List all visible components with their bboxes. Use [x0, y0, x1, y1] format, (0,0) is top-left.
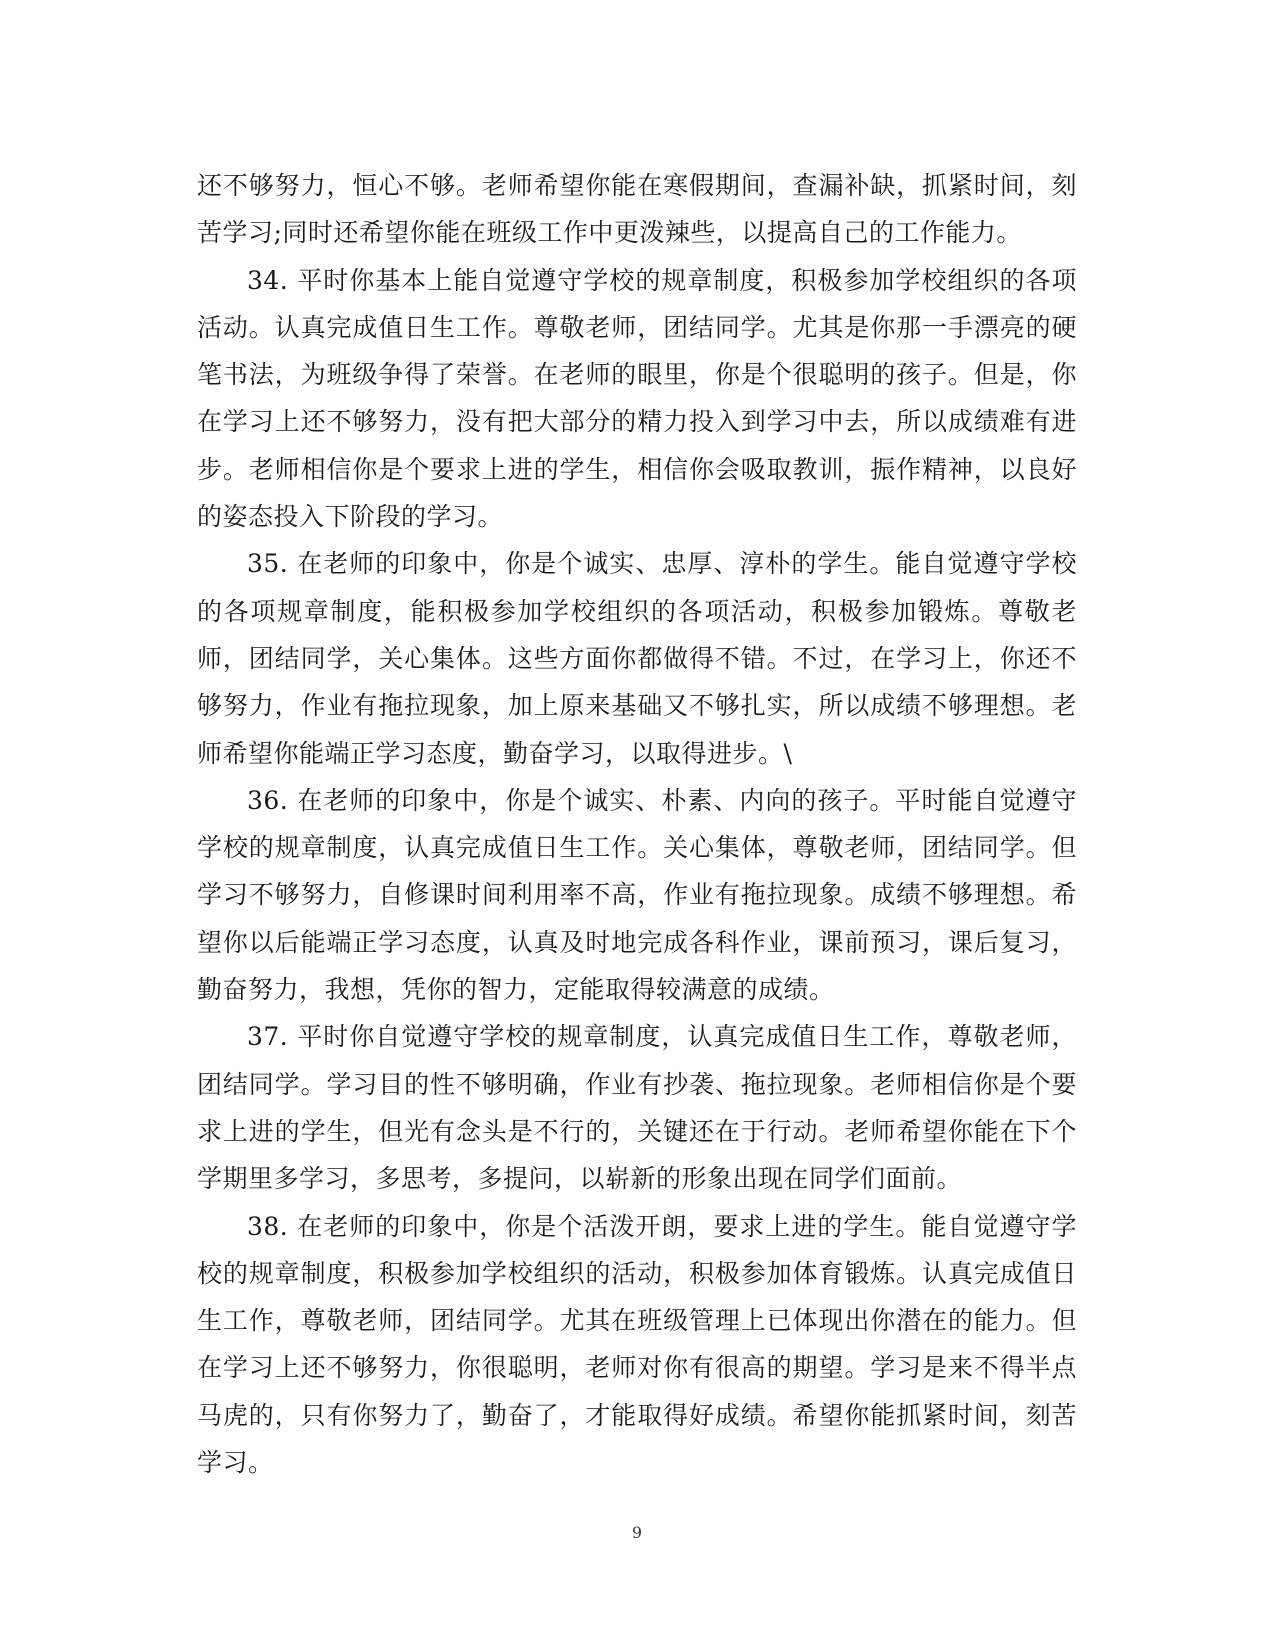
page-number: 9: [631, 1523, 643, 1542]
paragraph-item-37: 37. 平时你自觉遵守学校的规章制度，认真完成值日生工作，尊敬老师，团结同学。学习目的性不够明确，作业有抄袭、拖拉现象。老师相信你是个要求上进的学生，但光有念头是不行的，关键还在于行动。老师希望你能在下个学期里多学习，多思考，多提问，以崭新的形象出现在同学们面前。: [197, 1022, 1077, 1194]
document-body: [197, 162, 1077, 1486]
paragraph-item-36: 36. 在老师的印象中，你是个诚实、朴素、内向的孩子。平时能自觉遵守学校的规章制度，认真完成值日生工作。关心集体，尊敬老师，团结同学。但学习不够努力，自修课时间利用率不高，作业有拖拉现象。成绩不够理想。希望你以后能端正学习态度，认真及时地完成各科作业，课前预习，课后复习，勤奋努力，我想，凭你的智力，定能取得较满意的成绩。: [197, 785, 1077, 1005]
paragraph-continuation: 还不够努力，恒心不够。老师希望你能在寒假期间，查漏补缺，抓紧时间，刻苦学习;同时还希望你能在班级工作中更泼辣些，以提高自己的工作能力。: [197, 171, 1077, 248]
paragraph-item-38: 38. 在老师的印象中，你是个活泼开朗，要求上进的学生。能自觉遵守学校的规章制度，积极参加学校组织的活动，积极参加体育锻炼。认真完成值日生工作，尊敬老师，团结同学。尤其在班级管理上已体现出你潜在的能力。但在学习上还不够努力，你很聪明，老师对你有很高的期望。学习是来不得半点马虎的，只有你努力了，勤奋了，才能取得好成绩。希望你能抓紧时间，刻苦学习。: [197, 1211, 1077, 1478]
paragraph-item-34: 34. 平时你基本上能自觉遵守学校的规章制度，积极参加学校组织的各项活动。认真完成值日生工作。尊敬老师，团结同学。尤其是你那一手漂亮的硬笔书法，为班级争得了荣誉。在老师的眼里，你是个很聪明的孩子。但是，你在学习上还不够努力，没有把大部分的精力投入到学习中去，所以成绩难有进步。老师相信你是个要求上进的学生，相信你会吸取教训，振作精神，以良好的姿态投入下阶段的学习。: [197, 265, 1077, 532]
paragraph-item-35: 35. 在老师的印象中，你是个诚实、忠厚、淳朴的学生。能自觉遵守学校的各项规章制度，能积极参加学校组织的各项活动，积极参加锻炼。尊敬老师，团结同学，关心集体。这些方面你都做得不错。不过，在学习上，你还不够努力，作业有拖拉现象，加上原来基础又不够扎实，所以成绩不够理想。老师希望你能端正学习态度，勤奋学习，以取得进步。\: [197, 549, 1077, 768]
